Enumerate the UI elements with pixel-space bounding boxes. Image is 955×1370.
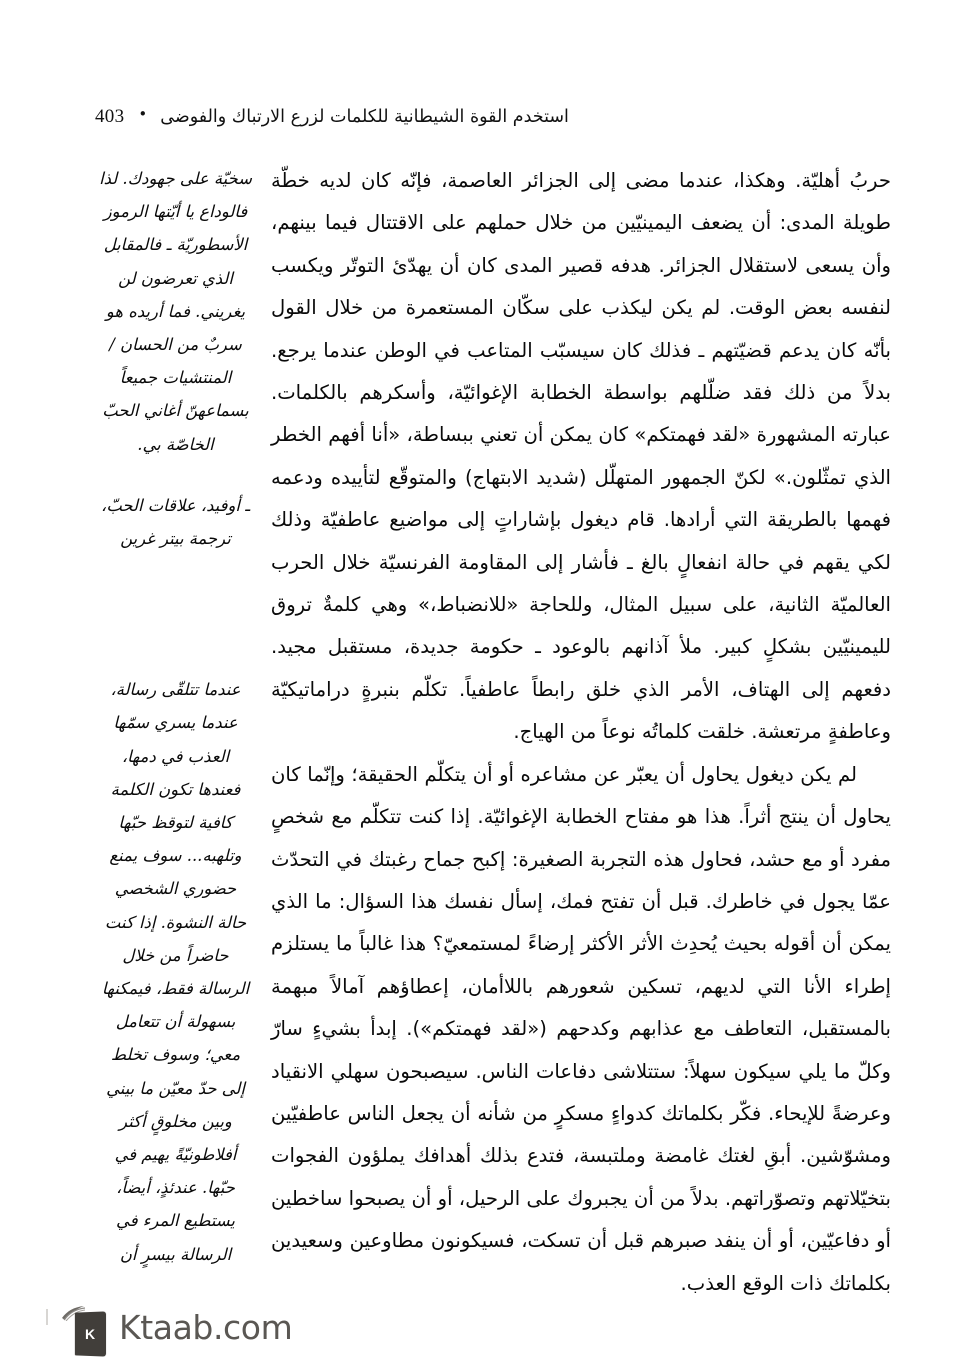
- margin-note-attribution: ـ أوفيد، علاقات الحبّ، ترجمة بيتر غرين: [101, 495, 250, 549]
- body-paragraph: لم يكن ديغول يحاول أن يعبّر عن مشاعره أو أن يتكلّم الحقيقة؛ وإنّما كان يحاول أن ينتج أثراً. هذا هو مفتاح الخطابة الإغوائيّة. إذا كنت تتكلّم مع شخصٍ مفرد أو مع حشد، فحاول هذه التجربة الصغيرة: إكبح جماح رغبتك في التحدّث عمّا يجول في خاطرك. قبل أن تفتح فمك، إسأل نفسك هذا السؤال: ما الذي يمكن أن أقوله بحيث يُحدِث الأثر الأكثر إرضاءً لمستمعيّ؟ هذا غالباً ما يستلزم إطراء الأنا التي لديهم، تسكين شعورهم باللاأمان، إعطاؤهم آمالاً مبهمة بالمستقبل، التعاطف مع عذابهم وكدحهم («لقد فهمتكم»). إبدأ بشيءٍ سارّ وكلّ ما يلي سيكون سهلاً: ستتلاشى دفاعات الناس. سيصبحون سهلي الانقياد وعرضةً للإيحاء. فكّر بكلماتك كدواءٍ مسكرٍ من شأنه أن يجعل الناس عاطفيّين ومشوّشين. أبقِ لغتك غامضة وملتبسة، فتدع بذلك أهدافك يملؤون الفجوات بتخيّلاتهم وتصوّراتهم. بدلاً من أن يجبروك على الرحيل، أو أن يصبحوا ساخطين أو دفاعيّين، أو أن ينفد صبرهم قبل أن تسكت، فسيكونون مطاوعين وسعيدين بكلماتك ذات الوقع العذب.: [271, 762, 891, 1295]
- ktaab-book-icon: [60, 1298, 108, 1356]
- chapter-title: استخدم القوة الشيطانية للكلمات لزرع الارتباك والفوضى: [160, 107, 569, 127]
- running-head: [95, 106, 635, 128]
- margin-note-column: [98, 162, 253, 1271]
- watermark-brand-text: Ktaab.com: [119, 1307, 293, 1347]
- margin-note-quote: عندما تتلقّى رسالة، عندما يسري سمّها العذب في دمها، فعندها تكون الكلمة كافية لتوقظ حبّها وتلهبه... سوف يمنع حضوري الشخصي حالة النشوة. إذا كنت حاضراً من خلال الرسالة فقط، فيمكنها بسهولة أن تتعامل معي؛ وسوف تخلط إلى حدّ معيّن ما بيني وبين مخلوقٍ أكثر أفلاطونيّةً يهيم في حبّها. عندئذٍ، أيضاً، يستطيع المرء في الرسالة بيسرٍ أن: [101, 680, 250, 1264]
- page-edge-tick: [46, 1309, 48, 1325]
- site-watermark: [60, 1298, 292, 1356]
- bullet-separator-icon: •: [138, 105, 148, 123]
- page-number: 403: [95, 106, 125, 127]
- page-body: [0, 160, 955, 1295]
- main-text-column: [271, 160, 891, 1305]
- body-paragraph: حربُ أهليّة. وهكذا، عندما مضى إلى الجزائر العاصمة، فإنّه كان لديه خطّة طويلة المدى: أن يضعف اليمينيّين من خلال حملهم على الاقتتال فيما بينهم، وأن يسعى لاستقلال الجزائر. هدفه قصير المدى كان أن يهدّئ التوتّر ويكسب لنفسه بعض الوقت. لم يكن ليكذب على سكّان المستعمرة من خلال القول بأنّه كان يدعم قضيّتهم ـ فذلك كان سيسبّب المتاعب في الوطن عندما يرجع. بدلاً من ذلك فقد ضلّلهم بواسطة الخطابة الإغوائيّة، وأسكرهم بالكلمات. عبارته المشهورة «لقد فهمتكم» كان يمكن أن تعني ببساطة، «أنا أفهم الخطر الذي تمثّلون.» لكنّ الجمهور المتهلّل (شديد الابتهاج) والمتوقّع لتأييده ودعمه فهمها بالطريقة التي أرادها. قام ديغول بإشاراتٍ إلى مواضيع عاطفيّة وذلك لكي يقهم في حالة انفعالٍ بالغ ـ فأشار إلى المقاومة الفرنسيّة خلال الحرب العالميّة الثانية، على سبيل المثال، وللحاجة «للانضباط،» وهي كلمةٌ تروق لليمينيّين بشكلٍ كبير. ملأ آذانهم بالوعود ـ حكومة جديدة، مستقبل مجيد. دفعهم إلى الهتاف، الأمر الذي خلق رابطاً عاطفياً. تكلّم بنبرةٍ دراماتيكيّة وعاطفةٍ مرتعشة. خلقت كلماتُه نوعاً من الهياج.: [271, 169, 891, 744]
- logo-letter: K: [84, 1326, 96, 1342]
- margin-note-quote: سخيّة على جهودك. لذا فالوداع يا أيّتها الرموز الأسطوريّة ـ فالمقابل الذي تعرضون لن يغريني. فما أريده هو سربٌ من الحسان / المنتشيات جميعاً بسماعهنّ أغاني الحبّ الخاصّة بي.: [99, 169, 252, 454]
